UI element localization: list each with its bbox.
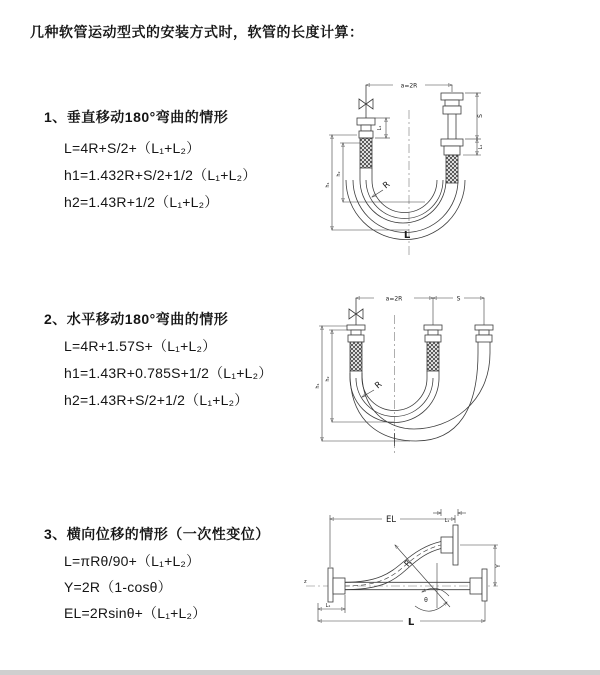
dim-label-l: L <box>407 617 415 628</box>
dimension-l1-top <box>433 509 466 524</box>
right-flange-displaced <box>441 525 458 565</box>
dimension-h2 <box>336 143 425 202</box>
hose-braid <box>360 138 372 168</box>
dim-label-a2r: a=2R <box>400 82 418 90</box>
diagram-lateral-displacement <box>298 505 598 645</box>
dim-label-s: S <box>477 114 484 118</box>
dim-label-l1-left: L₁ <box>377 125 383 131</box>
section-1-heading: 1、垂直移动180°弯曲的情形 <box>44 109 229 125</box>
section-3-heading: 3、横向位移的情形（一次性变位） <box>44 526 270 542</box>
dim-label-l: L <box>403 230 411 241</box>
hose-u-curves <box>350 353 490 446</box>
radius-construction <box>395 545 450 608</box>
dimension-s <box>465 93 484 139</box>
formula-line: EL=2Rsinθ+（L₁+L₂） <box>64 605 207 621</box>
dimension-el <box>330 515 455 570</box>
right-flange <box>475 325 493 353</box>
page-title: 几种软管运动型式的安装方式时，软管的长度计算： <box>30 24 364 40</box>
dim-label-y: Y <box>495 564 502 568</box>
dim-label-l1-top: L₁ <box>444 518 450 524</box>
right-flange-straight <box>470 569 487 601</box>
dim-label-r: R <box>373 379 385 392</box>
dim-label-theta: θ <box>424 597 428 604</box>
section-2-heading: 2、水平移动180°弯曲的情形 <box>44 311 229 327</box>
valve-icon <box>349 298 363 325</box>
formula-line: h1=1.432R+S/2+1/2（L₁+L₂） <box>64 167 257 183</box>
dim-label-l1-left: L₁ <box>325 603 331 609</box>
left-flange <box>347 325 365 371</box>
right-flange-upper <box>441 93 463 114</box>
dim-label-h2: h₂ <box>325 376 331 382</box>
dimension-l <box>318 601 485 628</box>
valve-icon <box>359 85 373 118</box>
left-flange <box>328 568 345 602</box>
diagram-vertical-180-bend <box>315 70 585 265</box>
dim-label-s: S <box>456 295 461 303</box>
dim-label-h2: h₂ <box>336 171 342 177</box>
axis-label-z: z <box>304 579 307 585</box>
dimension-l1-right <box>463 139 484 155</box>
diagram-horizontal-180-bend <box>310 283 550 463</box>
middle-flange <box>424 325 442 371</box>
dim-label-h1: h₁ <box>315 383 321 389</box>
scan-edge-strip <box>0 670 600 675</box>
dim-label-a2r: a=2R <box>385 295 403 303</box>
formula-line: L=4R+S/2+（L₁+L₂） <box>64 140 201 156</box>
hose-braid <box>350 342 362 371</box>
dim-label-r: R <box>402 558 415 570</box>
hose-braid <box>446 155 458 183</box>
formula-line: L=4R+1.57S+（L₁+L₂） <box>64 338 217 354</box>
dimension-a2r <box>366 83 452 93</box>
dimension-s <box>433 296 484 303</box>
dim-label-h1: h₁ <box>325 182 331 188</box>
hose-braid <box>427 342 439 371</box>
formula-line: h2=1.43R+S/2+1/2（L₁+L₂） <box>64 392 249 408</box>
dimension-a2r <box>356 296 433 303</box>
dim-label-el: EL <box>385 515 397 525</box>
dimension-l1-left <box>375 118 390 138</box>
formula-line: Y=2R（1-cosθ） <box>64 579 172 595</box>
formula-line: h2=1.43R+1/2（L₁+L₂） <box>64 194 219 210</box>
dim-label-r: R <box>381 179 393 192</box>
formula-line: L=πRθ/90+（L₁+L₂） <box>64 553 201 569</box>
dim-label-l1-right: L₁ <box>478 144 484 150</box>
formula-line: h1=1.43R+0.785S+1/2（L₁+L₂） <box>64 365 273 381</box>
right-flange-lower <box>441 139 463 183</box>
